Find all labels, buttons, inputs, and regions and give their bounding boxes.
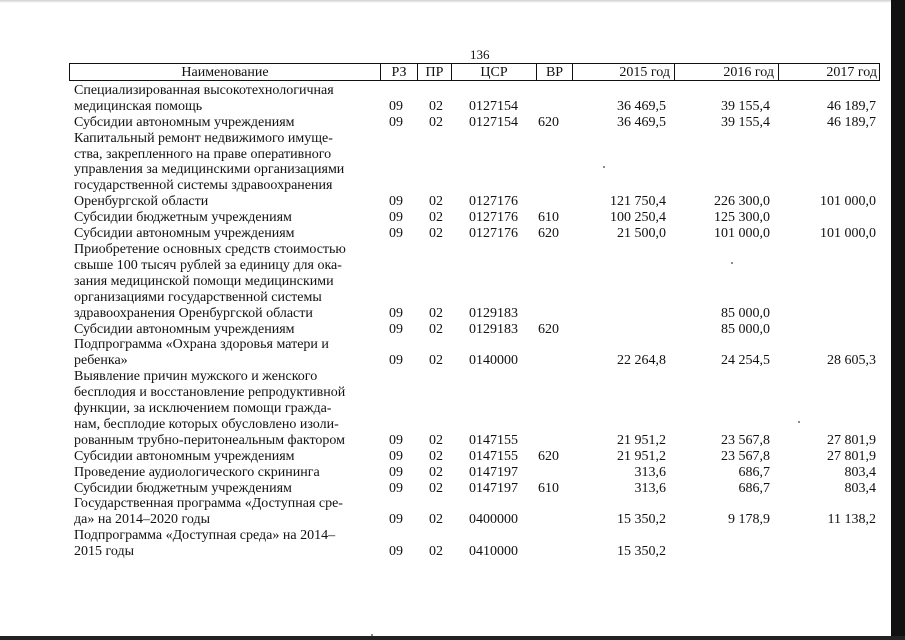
row-name-line: Государственная программа «Доступная сре- xyxy=(74,496,343,512)
row-2017: 27 801,9 xyxy=(827,432,876,448)
table-header xyxy=(69,63,880,81)
row-2016: 101 000,0 xyxy=(714,226,770,242)
row-rz: 09 xyxy=(389,210,403,226)
row-2015: 121 750,4 xyxy=(610,194,666,210)
row-name-line: 2015 годы xyxy=(74,544,135,560)
row-rz: 09 xyxy=(389,305,403,321)
row-csr: 0127176 xyxy=(469,226,518,242)
row-2016: 686,7 xyxy=(738,480,770,496)
row-name-line: организациями государственной системы xyxy=(74,289,322,305)
table-row xyxy=(0,496,905,528)
table-row xyxy=(0,369,905,449)
row-vr: 610 xyxy=(538,210,559,226)
row-pr: 02 xyxy=(429,114,443,130)
row-name-line: здравоохранения Оренбургской области xyxy=(74,305,313,321)
row-csr: 0147155 xyxy=(469,432,518,448)
row-2015: 36 469,5 xyxy=(617,114,666,130)
row-name-line: Субсидии бюджетным учреждениям xyxy=(74,480,292,496)
row-pr: 02 xyxy=(429,353,443,369)
row-rz: 09 xyxy=(389,98,403,114)
header-vr: ВР xyxy=(537,64,573,80)
row-name-line: ребенка» xyxy=(74,353,128,369)
row-name-line: бесплодия и восстановление репродуктивной xyxy=(74,385,346,401)
row-pr: 02 xyxy=(429,464,443,480)
row-vr: 610 xyxy=(538,480,559,496)
row-rz: 09 xyxy=(389,353,403,369)
row-name-line: Субсидии бюджетным учреждениям xyxy=(74,210,292,226)
row-csr: 0147155 xyxy=(469,448,518,464)
table-row xyxy=(0,481,905,497)
scan-edge-top xyxy=(0,0,905,3)
row-rz: 09 xyxy=(389,432,403,448)
row-2015: 21 951,2 xyxy=(617,432,666,448)
row-name-line: рованным трубно-перитонеальным фактором xyxy=(74,432,345,448)
scan-speck xyxy=(603,166,605,168)
header-2017: 2017 год xyxy=(826,65,877,80)
row-pr: 02 xyxy=(429,480,443,496)
row-2017: 11 138,2 xyxy=(827,512,876,528)
row-rz: 09 xyxy=(389,114,403,130)
row-vr: 620 xyxy=(538,226,559,242)
row-name-line: Субсидии автономным учреждениям xyxy=(74,114,295,130)
scan-speck xyxy=(371,634,373,636)
row-name-line: Специализированная высокотехнологичная xyxy=(74,83,334,98)
row-name-line: свыше 100 тысяч рублей за единицу для ока- xyxy=(74,257,342,273)
row-csr: 0127176 xyxy=(469,210,518,226)
row-2015: 36 469,5 xyxy=(617,98,666,114)
row-pr: 02 xyxy=(429,544,443,560)
row-name-line: Подпрограмма «Охрана здоровья матери и xyxy=(74,337,329,353)
row-2016: 23 567,8 xyxy=(721,432,770,448)
row-csr: 0400000 xyxy=(469,512,518,528)
row-2015: 15 350,2 xyxy=(617,544,666,560)
row-name-line: Капитальный ремонт недвижимого имуще- xyxy=(74,130,333,146)
row-name-line: нам, бесплодие которых обусловлено изоли- xyxy=(74,416,339,432)
row-csr: 0127176 xyxy=(469,194,518,210)
header-rz: РЗ xyxy=(381,64,418,80)
row-rz: 09 xyxy=(389,544,403,560)
row-csr: 0410000 xyxy=(469,544,518,560)
table-row xyxy=(0,449,905,465)
header-pr: ПР xyxy=(418,64,452,80)
row-2016: 9 178,9 xyxy=(728,512,770,528)
row-name-line: ства, закрепленного на праве оперативного xyxy=(74,146,332,162)
row-pr: 02 xyxy=(429,98,443,114)
row-2016: 85 000,0 xyxy=(721,321,770,337)
row-rz: 09 xyxy=(389,512,403,528)
header-2016: 2016 год xyxy=(675,64,779,80)
row-2017: 101 000,0 xyxy=(820,226,876,242)
row-csr: 0140000 xyxy=(469,353,518,369)
row-pr: 02 xyxy=(429,321,443,337)
table-row xyxy=(0,465,905,481)
row-csr: 0127154 xyxy=(469,98,518,114)
row-2016: 125 300,0 xyxy=(714,210,770,226)
row-vr: 620 xyxy=(538,114,559,130)
row-2015: 313,6 xyxy=(634,464,666,480)
row-name-line: зания медицинской помощи медицинскими xyxy=(74,273,334,289)
row-pr: 02 xyxy=(429,432,443,448)
row-2016: 39 155,4 xyxy=(721,114,770,130)
row-2016: 226 300,0 xyxy=(714,194,770,210)
row-name-line: Субсидии автономным учреждениям xyxy=(74,321,295,337)
row-vr: 620 xyxy=(538,448,559,464)
row-2017: 28 605,3 xyxy=(827,353,876,369)
row-rz: 09 xyxy=(389,480,403,496)
table-row xyxy=(0,242,905,322)
row-name-line: Приобретение основных средств стоимостью xyxy=(74,242,346,257)
row-pr: 02 xyxy=(429,448,443,464)
row-name-line: Выявление причин мужского и женского xyxy=(74,369,318,385)
row-2016: 23 567,8 xyxy=(721,448,770,464)
header-csr: ЦСР xyxy=(452,64,537,80)
table-row xyxy=(0,226,905,242)
row-name-line: Проведение аудиологического скрининга xyxy=(74,464,320,480)
row-pr: 02 xyxy=(429,226,443,242)
row-rz: 09 xyxy=(389,194,403,210)
table-row xyxy=(0,83,905,115)
scan-speck xyxy=(798,421,800,423)
header-2015: 2015 год xyxy=(573,64,675,80)
table-row xyxy=(0,115,905,131)
header-name: Наименование xyxy=(70,64,381,80)
row-csr: 0129183 xyxy=(469,321,518,337)
row-rz: 09 xyxy=(389,226,403,242)
row-2016: 85 000,0 xyxy=(721,305,770,321)
row-2015: 313,6 xyxy=(634,480,666,496)
scan-edge-bottom xyxy=(0,636,905,640)
row-2017: 27 801,9 xyxy=(827,448,876,464)
row-2017: 803,4 xyxy=(844,480,876,496)
row-name-line: функции, за исключением помощи гражда- xyxy=(74,400,332,416)
row-pr: 02 xyxy=(429,512,443,528)
row-csr: 0147197 xyxy=(469,480,518,496)
row-rz: 09 xyxy=(389,321,403,337)
row-vr: 620 xyxy=(538,321,559,337)
scan-speck xyxy=(731,262,733,264)
row-name-line: Субсидии автономным учреждениям xyxy=(74,226,295,242)
row-name-line: Субсидии автономным учреждениям xyxy=(74,448,295,464)
row-pr: 02 xyxy=(429,194,443,210)
table-row xyxy=(0,528,905,560)
row-rz: 09 xyxy=(389,448,403,464)
row-2016: 39 155,4 xyxy=(721,98,770,114)
row-name-line: Подпрограмма «Доступная среда» на 2014– xyxy=(74,528,336,544)
row-name-line: медицинская помощь xyxy=(74,98,203,114)
row-name-line: да» на 2014–2020 годы xyxy=(74,512,211,528)
table-row xyxy=(0,322,905,338)
row-2017: 101 000,0 xyxy=(820,194,876,210)
row-2015: 100 250,4 xyxy=(610,210,666,226)
row-2015: 22 264,8 xyxy=(617,353,666,369)
table-row xyxy=(0,210,905,226)
row-2017: 803,4 xyxy=(844,464,876,480)
row-2017: 46 189,7 xyxy=(827,114,876,130)
row-2015: 21 500,0 xyxy=(617,226,666,242)
row-csr: 0127154 xyxy=(469,114,518,130)
row-2015: 15 350,2 xyxy=(617,512,666,528)
row-pr: 02 xyxy=(429,305,443,321)
row-2016: 24 254,5 xyxy=(721,353,770,369)
row-csr: 0147197 xyxy=(469,464,518,480)
row-rz: 09 xyxy=(389,464,403,480)
row-2015: 21 951,2 xyxy=(617,448,666,464)
row-name-line: Оренбургской области xyxy=(74,194,209,210)
row-2016: 686,7 xyxy=(738,464,770,480)
row-name-line: государственной системы здравоохранения xyxy=(74,178,333,194)
row-pr: 02 xyxy=(429,210,443,226)
table-row xyxy=(0,131,905,211)
row-2017: 46 189,7 xyxy=(827,98,876,114)
page-number: 136 xyxy=(470,47,490,62)
table-row xyxy=(0,337,905,369)
row-name-line: управления за медицинскими организациями xyxy=(74,162,345,178)
row-csr: 0129183 xyxy=(469,305,518,321)
